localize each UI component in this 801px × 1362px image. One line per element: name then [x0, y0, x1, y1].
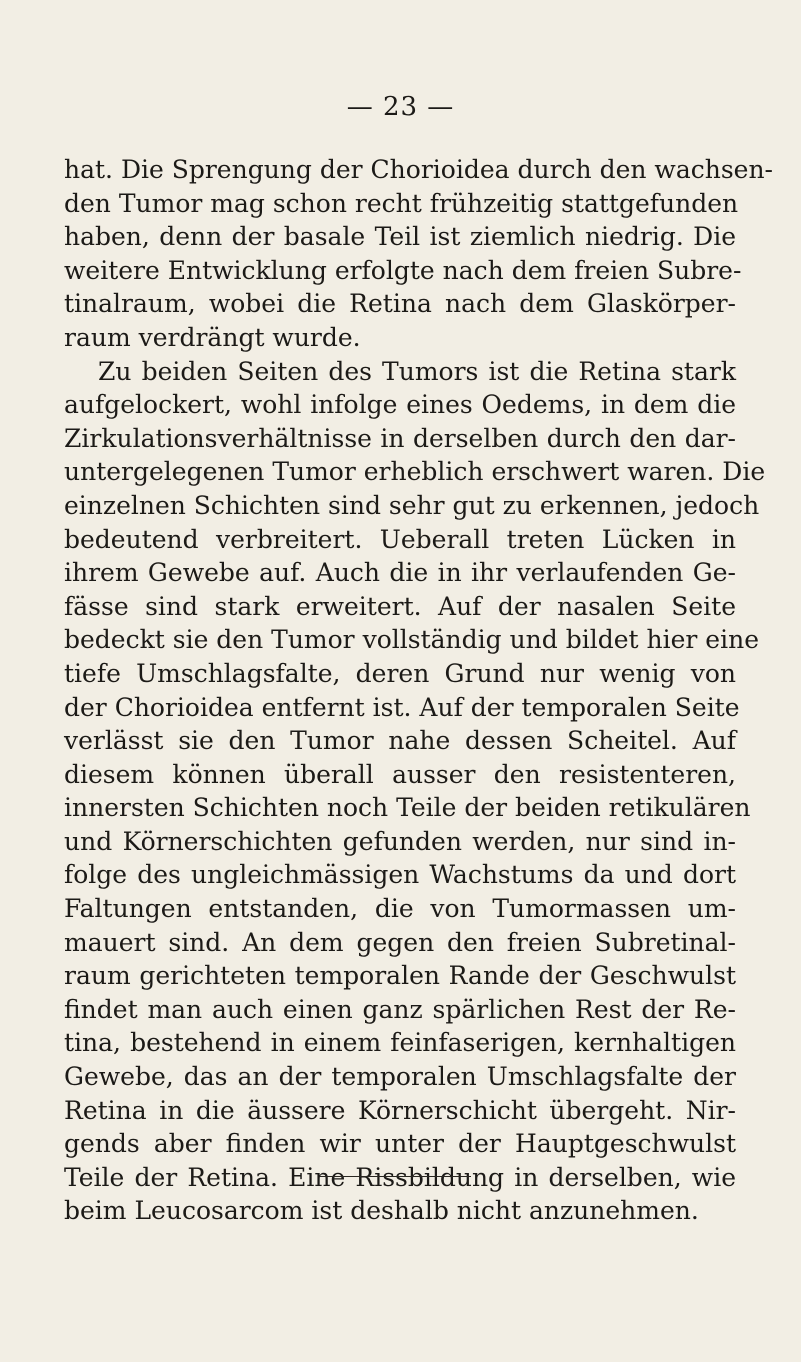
text-line: Zirkulationsverhältnisse in derselben durch den dar- [64, 423, 736, 453]
text-line: verlässt sie den Tumor nahe dessen Scheitel. Auf [64, 726, 736, 756]
text-line: Retina in die äussere Körnerschicht übergeht. Nir- [64, 1095, 736, 1125]
text-line: mauert sind. An dem gegen den freien Subretinal- [64, 927, 736, 957]
body-text [64, 153, 774, 1228]
text-line-paragraph-end: raum verdrängt wurde. [64, 322, 361, 352]
text-line: innersten Schichten noch Teile der beiden retikulären [64, 793, 751, 823]
text-line: tinalraum, wobei die Retina nach dem Glaskörper- [64, 289, 736, 319]
text-line: weitere Entwicklung erfolgte nach dem freien Subre- [64, 255, 742, 285]
text-line: bedeckt sie den Tumor vollständig und bildet hier eine [64, 625, 759, 655]
text-line: Teile der Retina. Eine Rissbildung in derselben, wie [64, 1162, 736, 1192]
text-line-paragraph-start: Zu beiden Seiten des Tumors ist die Retina stark [98, 356, 736, 386]
text-line: ihrem Gewebe auf. Auch die in ihr verlaufenden Ge- [64, 558, 736, 588]
page-number: — 23 — [346, 92, 455, 122]
text-line: haben, denn der basale Teil ist ziemlich niedrig. Die [64, 222, 736, 252]
text-line: hat. Die Sprengung der Chorioidea durch den wachsen- [64, 155, 774, 184]
text-line: diesem können überall ausser den resistenteren, [64, 759, 736, 789]
text-line: untergelegenen Tumor erheblich erschwert waren. Die [64, 457, 766, 487]
text-line: folge des ungleichmässigen Wachstums da und dort [64, 860, 736, 890]
text-line: tiefe Umschlagsfalte, deren Grund nur wenig von [64, 658, 736, 688]
text-line: gends aber finden wir unter der Hauptgeschwulst [64, 1129, 736, 1159]
section-end-rule [320, 1176, 471, 1177]
text-line: raum gerichteten temporalen Rande der Geschwulst [64, 961, 736, 991]
text-line: und Körnerschichten gefunden werden, nur sind in- [64, 826, 736, 856]
text-line: findet man auch einen ganz spärlichen Rest der Re- [64, 994, 736, 1024]
text-line: fässe sind stark erweitert. Auf der nasalen Seite [64, 591, 736, 621]
text-line: der Chorioidea entfernt ist. Auf der temporalen Seite [64, 692, 740, 722]
text-line: den Tumor mag schon recht frühzeitig stattgefunden [64, 188, 739, 218]
text-line: Faltungen entstanden, die von Tumormassen um- [64, 894, 736, 924]
text-line: tina, bestehend in einem feinfaserigen, kernhaltigen [64, 1028, 736, 1058]
text-line: aufgelockert, wohl infolge eines Oedems, in dem die [64, 390, 736, 420]
text-line: bedeutend verbreitert. Ueberall treten Lücken in [64, 524, 736, 554]
text-line: Gewebe, das an der temporalen Umschlagsfalte der [64, 1062, 736, 1092]
text-line-paragraph-end: beim Leucosarcom ist deshalb nicht anzunehmen. [64, 1196, 699, 1226]
text-line: einzelnen Schichten sind sehr gut zu erkennen, jedoch [64, 490, 760, 520]
